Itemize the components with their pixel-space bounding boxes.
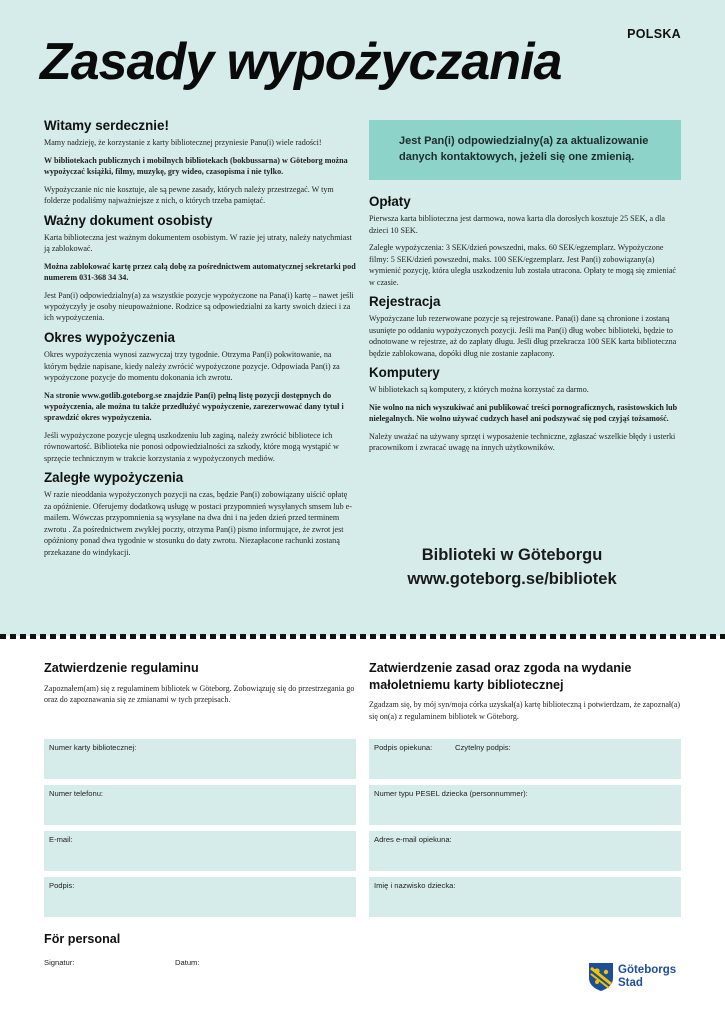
- language-label: POLSKA: [627, 27, 681, 41]
- staff-heading: För personal: [44, 932, 121, 946]
- staff-signature-label: Signatur:: [44, 958, 75, 967]
- gothenburg-crest-icon: [588, 962, 614, 992]
- welcome-heading: Witamy serdecznie!: [44, 118, 169, 133]
- computers-care-text: Należy uważać na używany sprzęt i wyposażenie techniczne, zgłaszać wszelkie błędy i usterki pracownikom i zwracać uwagę na innych użytkowników.: [369, 431, 676, 453]
- logo-line-2: Stad: [618, 977, 643, 989]
- page-title: Zasady wypożyczania: [40, 33, 562, 91]
- library-name: Biblioteki w Göteborgu: [421, 546, 603, 564]
- welcome-text: Mamy nadzieję, że korzystanie z karty bibliotecznej przyniesie Panu(i) wiele radości!: [44, 138, 322, 148]
- fees-section: [369, 194, 681, 288]
- contact-notice-text: Jest Pan(i) odpowiedzialny(a) za aktualizowanie danych kontaktowych, jeżeli się one zmienią.: [399, 135, 649, 163]
- fees-card-text: Pierwsza karta biblioteczna jest darmowa, nowa karta dla dorosłych kosztuje 25 SEK, a dla dzieci 10 SEK.: [369, 214, 666, 235]
- child-name-field[interactable]: [369, 877, 681, 917]
- id-text: Karta biblioteczna jest ważnym dokumentem osobistym. W razie jej utraty, należy natychmiast ją zablokować.: [44, 232, 352, 254]
- goteborgs-stad-logo: [588, 962, 676, 992]
- email-label: E-mail:: [49, 835, 73, 844]
- staff-section: [44, 932, 120, 946]
- fees-overdue-text: Zaległe wypożyczenia: 3 SEK/dzień powszedni, maks. 60 SEK/egzemplarz. Wypożyczone filmy: 5 SEK/dzień powszedni, maks. 100 SEK/egzemplarz. Jest Pan(i) zobowiązany(a) wymienić pozycję, która uległa uszkodzeniu lub została utracona. Opłaty te mogą się zmieniać w czasie.: [369, 243, 677, 287]
- id-block-text: Można zablokować kartę przez całą dobę za pośrednictwem automatycznej sekretarki pod numerem 031-368 34 34.: [44, 261, 356, 283]
- rules-approval-text: Zapoznałem(am) się z regulaminem bibliotek w Göteborg. Zobowiązuję się do przestrzegania go oraz do zapoznawania się ze zmianami w tych przepisach.: [44, 683, 355, 705]
- fees-heading: Opłaty: [369, 194, 411, 209]
- period-website-text: Na stronie www.gotlib.goteborg.se znajdzie Pan(i) pełną listę pozycji dostępnych do wypożyczenia, ale można tu także przedłużyć wypożyczenie, zarezerwować dany tytuł i sprawdzić okres wypożyczenia.: [44, 390, 344, 423]
- guardian-email-field[interactable]: [369, 831, 681, 871]
- contact-notice-box: [369, 120, 681, 180]
- id-section: [44, 213, 356, 324]
- left-column: [44, 118, 356, 564]
- staff-date-label: Datum:: [175, 958, 200, 967]
- registration-section: [369, 294, 681, 359]
- registration-heading: Rejestracja: [369, 293, 441, 309]
- phone-number-field[interactable]: [44, 785, 356, 825]
- overdue-section: [44, 470, 356, 558]
- computers-text: W bibliotekach są komputery, z których można korzystać za darmo.: [369, 385, 589, 395]
- period-damage-text: Jeśli wypożyczone pozycje ulegną uszkodzeniu lub zaginą, należy zwrócić bibliotece ich równowartość. Biblioteka nie ponosi odpowiedzialności za szkody, które mogą wystąpić w sprzęcie technicznym w trakcie korzystania z wypożyczonych mediów.: [44, 430, 339, 463]
- period-text: Okres wypożyczenia wynosi zazwyczaj trzy tygodnie. Otrzyma Pan(i) pokwitowanie, na którym będzie napisane, kiedy należy zwrócić wypożyczone pozycje. Odpowiada Pan(i) za wypożyczone pozycje do momentu dokonania ich zwrotu.: [44, 350, 340, 383]
- guardian-email-label: Adres e-mail opiekuna:: [374, 835, 452, 844]
- guardian-consent-heading: Zatwierdzenie zasad oraz zgoda na wydanie małoletniemu karty bibliotecznej: [369, 661, 632, 692]
- library-url: www.goteborg.se/bibliotek: [407, 569, 617, 588]
- registration-text: Wypożyczane lub rezerwowane pozycje są rejestrowane. Pana(i) dane są chronione i zostaną usunięte po oddaniu wypożyczonych pozycji. Jeśli ma Pan(i) dług wobec biblioteki, będzie to odnotowane w rejestrze, aż do zapłaty długu. Jeśli dług przekracza 100 SEK karta biblioteczna będzie zablokowana, dopóki dług nie zostanie zapłacony.: [369, 314, 677, 358]
- signature-label: Podpis:: [49, 881, 75, 890]
- library-card-number-label: Numer karty bibliotecznej:: [49, 743, 137, 752]
- library-contact: [369, 544, 655, 592]
- library-card-number-field[interactable]: [44, 739, 356, 779]
- rules-approval-heading: Zatwierdzenie regulaminu: [44, 661, 199, 675]
- guardian-signature-label: Podpis opiekuna:: [374, 743, 433, 752]
- guardian-signature-field[interactable]: [369, 739, 681, 779]
- guardian-consent-text: Zgadzam się, by mój syn/moja córka uzyskał(a) kartę biblioteczną i potwierdzam, że zapoznał(a) się on(a) z regulaminem bibliotek w Göteborg.: [369, 700, 680, 722]
- right-column: [369, 120, 681, 460]
- welcome-rules-text: Wypożyczanie nic nie kosztuje, ale są pewne zasady, których należy przestrzegać. W tym folderze podaliśmy najważniejsze z nich, o których trzeba pamiętać.: [44, 184, 334, 206]
- computers-section: [369, 365, 681, 454]
- child-pesel-label: Numer typu PESEL dziecka (personnummer):: [374, 789, 528, 798]
- child-name-label: Imię i nazwisko dziecka:: [374, 881, 456, 890]
- child-pesel-field[interactable]: [369, 785, 681, 825]
- welcome-bold-text: W bibliotekach publicznych i mobilnych bibliotekach (bokbussarna) w Göteborg można wypożyczać książki, filmy, muzykę, gry wideo, czasopisma i nie tylko.: [44, 155, 348, 177]
- guardian-consent-form: [369, 660, 681, 890]
- logo-text: [618, 964, 676, 990]
- welcome-section: [44, 118, 356, 207]
- period-heading: Okres wypożyczenia: [44, 329, 175, 345]
- cut-line: [0, 634, 725, 639]
- printed-name-label: Czytelny podpis:: [455, 743, 511, 752]
- signature-field[interactable]: [44, 877, 356, 917]
- phone-number-label: Numer telefonu:: [49, 789, 104, 798]
- period-section: [44, 330, 356, 464]
- computers-rules-text: Nie wolno na nich wyszukiwać ani publikować treści pornograficznych, rasistowskich lub nielegalnych. Nie wolno używać cudzych haseł ani podszywać się pod czyjąś tożsamość.: [369, 402, 678, 424]
- overdue-heading: Zaległe wypożyczenia: [44, 470, 184, 486]
- logo-line-1: Göteborgs: [618, 963, 677, 976]
- id-heading: Ważny dokument osobisty: [44, 212, 213, 228]
- email-field[interactable]: [44, 831, 356, 871]
- id-responsibility-text: Jest Pan(i) odpowiedzialny(a) za wszystkie pozycje wypożyczone na Pana(i) kartę – nawet jeśli wypożyczyły je osoby nieupoważnione. Rodzice są odpowiedzialni za karty swoich dzieci i za ich wypożyczenia.: [44, 290, 354, 323]
- overdue-text: W razie nieoddania wypożyczonych pozycji na czas, będzie Pan(i) zobowiązany uiścić opłatę za opóźnienie. Oferujemy dodatkową usługę w postaci przypomnień wysyłanych smsem lub e-mailem. Wówczas przypomnienia są wysyłane na dwa dni i na jeden dzień przed terminem zwrotu . Za pośrednictwem zwykłej poczty, otrzyma Pan(i) pismo informujące, że zwrot jest opóźniony ponad dwa tygodnie w stosunku do daty zwrotu. Niezapłacone rachunki zostaną przekazane do windykacji.: [44, 490, 352, 557]
- computers-heading: Komputery: [369, 365, 440, 380]
- rules-approval-form: [44, 660, 356, 890]
